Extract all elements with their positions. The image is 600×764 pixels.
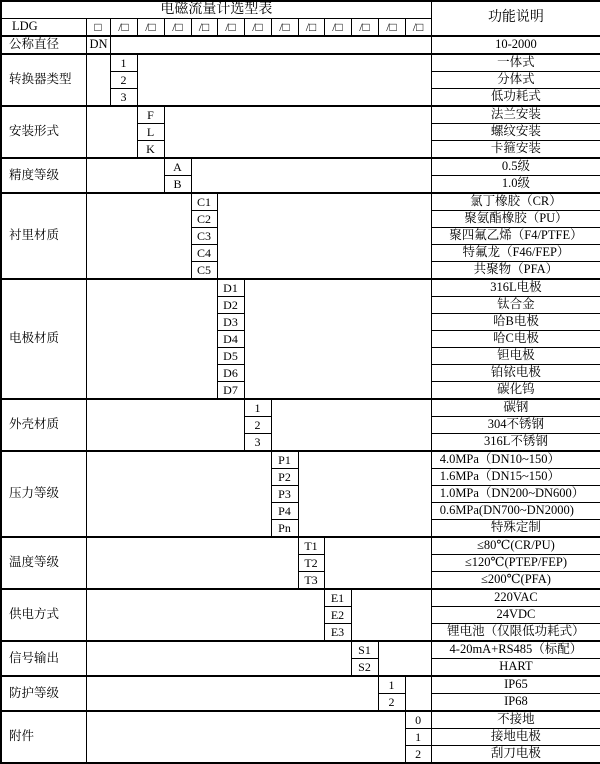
category-label: 防护等级 <box>1 676 86 711</box>
spacer-cell <box>137 54 431 106</box>
function-cell: 分体式 <box>431 72 600 89</box>
function-cell: 法兰安装 <box>431 106 600 124</box>
function-cell: ≤120℃(PTEP/FEP) <box>431 555 600 572</box>
code-cell: D4 <box>217 331 244 348</box>
function-cell: 接地电极 <box>431 729 600 746</box>
code-cell: D3 <box>217 314 244 331</box>
function-cell: 0.5级 <box>431 158 600 176</box>
spacer-cell <box>217 193 431 279</box>
category-label: 附件 <box>1 711 86 763</box>
function-cell: 1.6MPa（DN15~150） <box>431 469 600 486</box>
spacer-cell <box>191 158 431 193</box>
function-cell: 钛合金 <box>431 297 600 314</box>
spacer-cell <box>86 711 405 763</box>
function-cell: 4.0MPa（DN10~150） <box>431 451 600 469</box>
table-row <box>1 106 600 124</box>
code-cell: 2 <box>378 694 405 712</box>
category-label: 精度等级 <box>1 158 86 193</box>
code-cell: A <box>164 158 191 176</box>
table-row <box>1 676 600 694</box>
function-cell: 220VAC <box>431 589 600 607</box>
function-cell: IP65 <box>431 676 600 694</box>
code-cell: T2 <box>298 555 324 572</box>
spacer-cell <box>324 537 431 589</box>
code-cell: F <box>137 106 164 124</box>
table-row <box>1 193 600 211</box>
code-cell: 2 <box>405 746 431 764</box>
category-label: 安装形式 <box>1 106 86 158</box>
table-row <box>1 451 600 469</box>
spacer-cell <box>164 106 431 158</box>
function-cell: 碳化钨 <box>431 382 600 400</box>
code-cell: D1 <box>217 279 244 297</box>
table-row <box>1 641 600 659</box>
code-cell: P4 <box>271 503 298 520</box>
spacer-cell <box>378 641 431 676</box>
code-cell: T1 <box>298 537 324 555</box>
spacer-cell <box>351 589 431 641</box>
function-cell: 铂铱电极 <box>431 365 600 382</box>
code-cell: 3 <box>110 89 137 107</box>
code-cell: E1 <box>324 589 351 607</box>
function-cell: 特殊定制 <box>431 520 600 538</box>
spacer-cell <box>86 106 137 158</box>
model-code-slot: /□ <box>271 19 298 37</box>
function-cell: 1.0MPa（DN200~DN600） <box>431 486 600 503</box>
model-code-slot: /□ <box>324 19 351 37</box>
function-cell: 一体式 <box>431 54 600 72</box>
model-code-slot: /□ <box>217 19 244 37</box>
function-cell: 哈B电极 <box>431 314 600 331</box>
function-cell: 10-2000 <box>431 36 600 54</box>
spacer-cell <box>86 158 164 193</box>
code-cell: C4 <box>191 245 217 262</box>
function-cell: ≤80℃(CR/PU) <box>431 537 600 555</box>
category-label: 转换器类型 <box>1 54 86 106</box>
code-cell: E3 <box>324 624 351 642</box>
function-cell: 共聚物（PFA） <box>431 262 600 280</box>
function-cell: 螺纹安装 <box>431 124 600 141</box>
function-cell: 聚氨酯橡胶（PU） <box>431 211 600 228</box>
table-row <box>1 711 600 729</box>
spacer-cell <box>86 537 298 589</box>
table-row <box>1 279 600 297</box>
category-label: 信号输出 <box>1 641 86 676</box>
spacer-cell <box>86 279 217 399</box>
model-prefix: LDG <box>1 19 86 37</box>
function-cell: 锂电池（仅限低功耗式） <box>431 624 600 642</box>
code-cell: P3 <box>271 486 298 503</box>
model-code-slot: /□ <box>110 19 137 37</box>
function-cell: 刮刀电极 <box>431 746 600 764</box>
code-cell: Pn <box>271 520 298 538</box>
table-row <box>1 54 600 72</box>
code-cell: D2 <box>217 297 244 314</box>
code-cell: C2 <box>191 211 217 228</box>
spacer-cell <box>405 676 431 711</box>
function-cell: 0.6MPa(DN700~DN2000) <box>431 503 600 520</box>
code-cell: 0 <box>405 711 431 729</box>
table-row <box>1 158 600 176</box>
table-row <box>1 589 600 607</box>
function-cell: IP68 <box>431 694 600 712</box>
code-cell: C3 <box>191 228 217 245</box>
code-cell: B <box>164 176 191 194</box>
code-cell: E2 <box>324 607 351 624</box>
spacer-cell <box>86 641 351 676</box>
category-label: 外壳材质 <box>1 399 86 451</box>
model-base-box: □ <box>86 19 110 37</box>
function-cell: 卡箍安装 <box>431 141 600 159</box>
code-cell: 1 <box>378 676 405 694</box>
function-cell: 钽电极 <box>431 348 600 365</box>
function-cell: 1.0级 <box>431 176 600 194</box>
category-label: 衬里材质 <box>1 193 86 279</box>
function-cell: 特氟龙（F46/FEP） <box>431 245 600 262</box>
code-cell: C1 <box>191 193 217 211</box>
category-label: 公称直径 <box>1 36 86 54</box>
code-cell: L <box>137 124 164 141</box>
code-cell: S2 <box>351 659 378 677</box>
table-row <box>1 537 600 555</box>
code-cell: P2 <box>271 469 298 486</box>
table-row <box>1 36 600 54</box>
category-label: 压力等级 <box>1 451 86 537</box>
code-cell: S1 <box>351 641 378 659</box>
model-code-slot: /□ <box>405 19 431 37</box>
spacer-cell <box>298 451 431 537</box>
category-label: 供电方式 <box>1 589 86 641</box>
function-cell: 哈C电极 <box>431 331 600 348</box>
spacer-cell <box>110 36 431 54</box>
code-cell: D5 <box>217 348 244 365</box>
function-cell: 24VDC <box>431 607 600 624</box>
model-code-slot: /□ <box>298 19 324 37</box>
code-cell: P1 <box>271 451 298 469</box>
function-cell: 聚四氟乙烯（F4/PTFE） <box>431 228 600 245</box>
code-cell: 1 <box>244 399 271 417</box>
table-row <box>1 1 600 19</box>
spacer-cell <box>86 54 110 106</box>
spacer-cell <box>244 279 431 399</box>
function-cell: 碳钢 <box>431 399 600 417</box>
spacer-cell <box>86 589 324 641</box>
code-cell: 3 <box>244 434 271 452</box>
code-cell: 2 <box>110 72 137 89</box>
code-cell: D6 <box>217 365 244 382</box>
code-cell: K <box>137 141 164 159</box>
code-cell: 1 <box>405 729 431 746</box>
function-cell: HART <box>431 659 600 677</box>
function-cell: 低功耗式 <box>431 89 600 107</box>
code-cell: 2 <box>244 417 271 434</box>
model-code-slot: /□ <box>378 19 405 37</box>
model-code-slot: /□ <box>191 19 217 37</box>
code-cell: T3 <box>298 572 324 590</box>
function-column-header: 功能说明 <box>431 1 600 36</box>
function-cell: 304不锈钢 <box>431 417 600 434</box>
function-cell: 316L不锈钢 <box>431 434 600 452</box>
spacer-cell <box>271 399 431 451</box>
function-cell: ≤200℃(PFA) <box>431 572 600 590</box>
code-cell: D7 <box>217 382 244 400</box>
function-cell: 4-20mA+RS485（标配） <box>431 641 600 659</box>
category-label: 温度等级 <box>1 537 86 589</box>
spacer-cell <box>86 193 191 279</box>
model-code-slot: /□ <box>137 19 164 37</box>
spacer-cell <box>86 451 271 537</box>
spacer-cell <box>86 676 378 711</box>
function-cell: 氯丁橡胶（CR） <box>431 193 600 211</box>
table-row <box>1 399 600 417</box>
spacer-cell <box>86 399 244 451</box>
model-code-slot: /□ <box>244 19 271 37</box>
code-cell: C5 <box>191 262 217 280</box>
function-cell: 不接地 <box>431 711 600 729</box>
function-cell: 316L电极 <box>431 279 600 297</box>
code-cell: DN <box>86 36 110 54</box>
code-cell: 1 <box>110 54 137 72</box>
model-code-slot: /□ <box>351 19 378 37</box>
table-title: 电磁流量计选型表 <box>1 1 431 19</box>
model-code-slot: /□ <box>164 19 191 37</box>
category-label: 电极材质 <box>1 279 86 399</box>
